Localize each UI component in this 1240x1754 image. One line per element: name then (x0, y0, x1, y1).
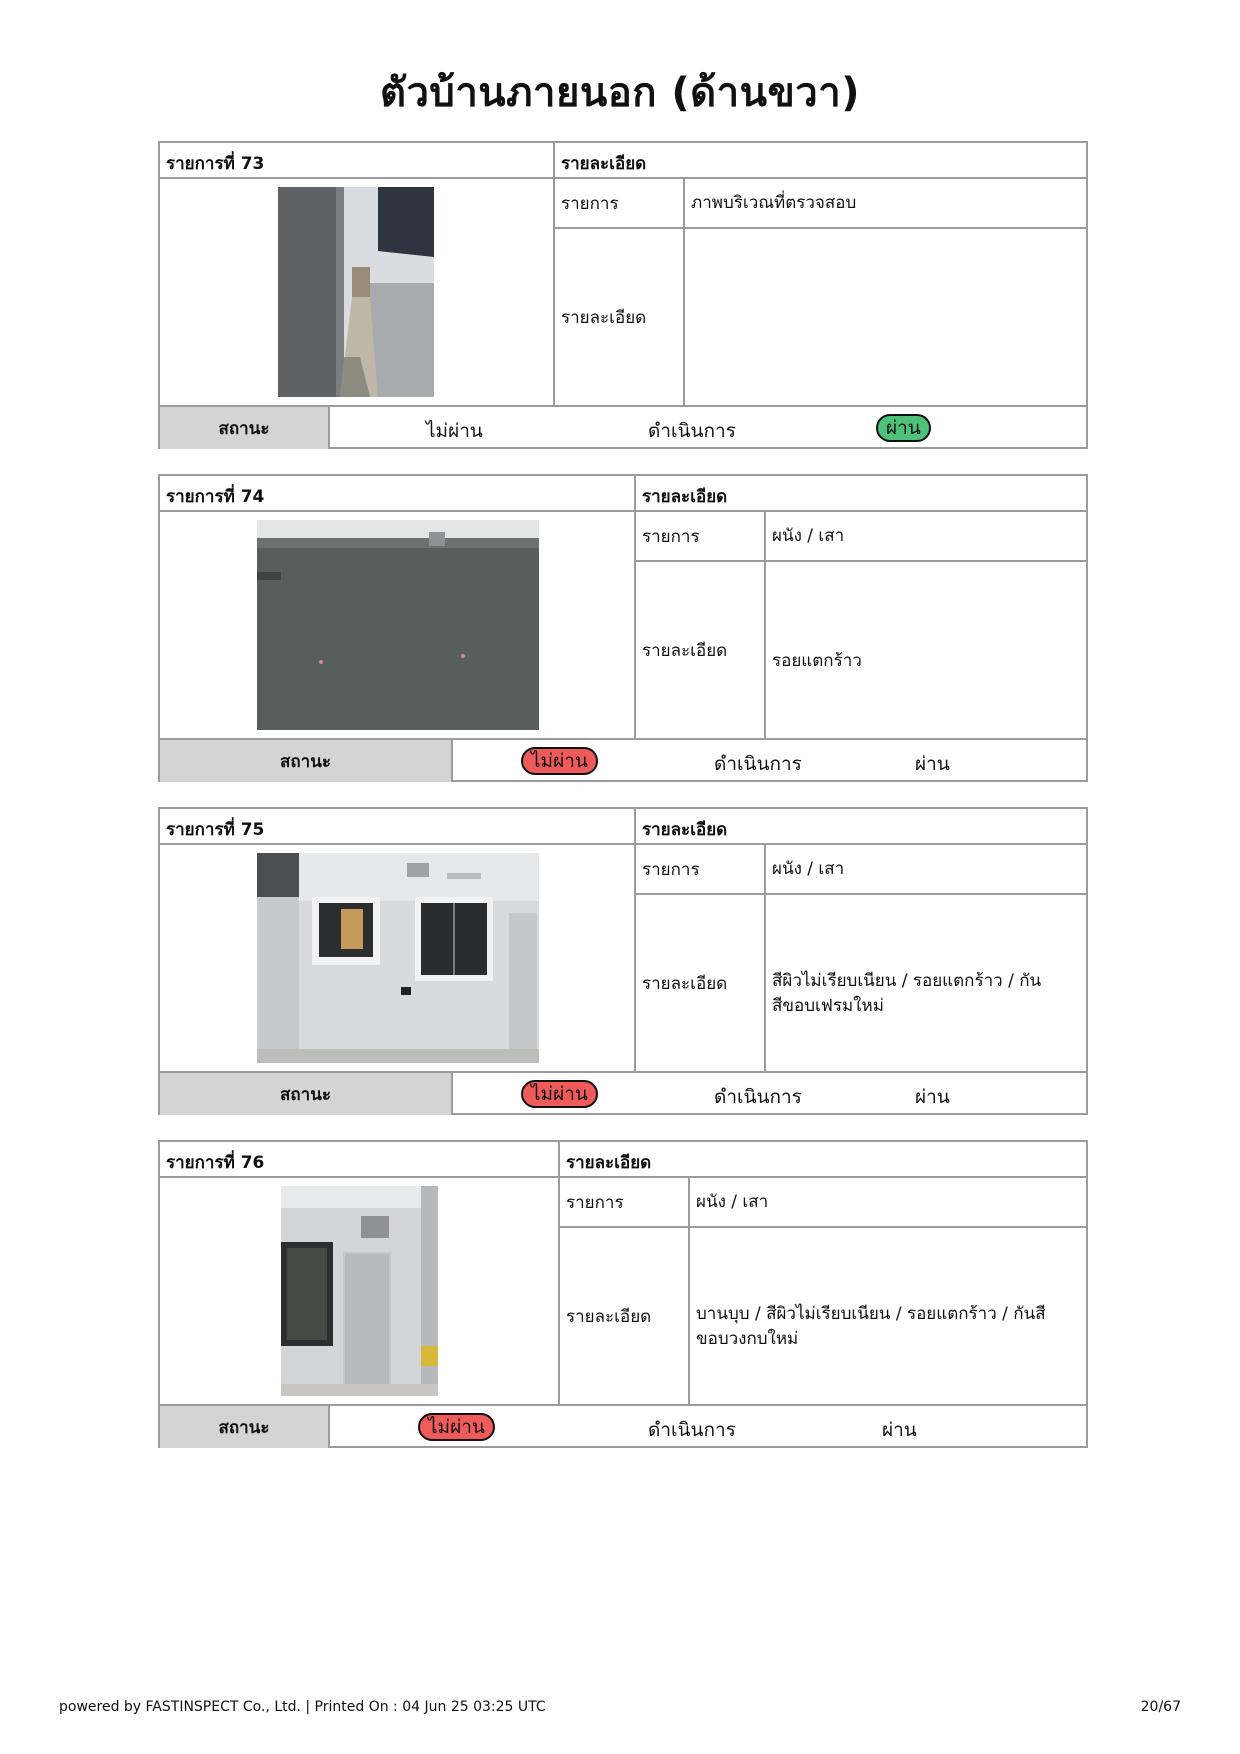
status-option-fail[interactable]: ไม่ผ่าน (418, 1413, 495, 1441)
item-label: รายการ (560, 1178, 690, 1226)
photo-cell (160, 1178, 560, 1404)
detail-header: รายละเอียด (561, 154, 647, 174)
item-title: รายการที่ 74 (160, 476, 636, 510)
item-label: รายการ (636, 845, 766, 893)
status-label: สถานะ (160, 1073, 453, 1115)
detail-value: บานบุบ / สีผิวไม่เรียบเนียน / รอยแตกร้าว / กันสีขอบวงกบใหม่ (696, 1304, 1046, 1349)
detail-label: รายละเอียด (560, 1228, 690, 1404)
item-label: รายการ (636, 512, 766, 560)
status-option-pass[interactable]: ผ่าน (915, 1086, 950, 1108)
detail-header: รายละเอียด (642, 487, 728, 507)
page-number: 20/67 (1140, 1699, 1181, 1715)
inspection-item (158, 141, 1088, 449)
status-label: สถานะ (160, 740, 453, 782)
item-title: รายการที่ 73 (160, 143, 555, 177)
detail-label: รายละเอียด (555, 229, 685, 405)
status-option-fail[interactable]: ไม่ผ่าน (426, 420, 483, 442)
status-option-inprogress[interactable]: ดำเนินการ (714, 1086, 802, 1108)
item-title: รายการที่ 75 (160, 809, 636, 843)
status-options (453, 1073, 1086, 1115)
photo-cell (160, 512, 636, 738)
status-option-inprogress[interactable]: ดำเนินการ (648, 1419, 736, 1441)
status-option-inprogress[interactable]: ดำเนินการ (714, 753, 802, 775)
footer-credit: powered by FASTINSPECT Co., Ltd. | Printed On : 04 Jun 25 03:25 UTC (59, 1699, 546, 1715)
item-value: ภาพบริเวณที่ตรวจสอบ (691, 192, 857, 213)
item-value: ผนัง / เสา (772, 525, 845, 546)
photo-cell (160, 845, 636, 1071)
inspection-item (158, 1140, 1088, 1448)
status-option-fail[interactable]: ไม่ผ่าน (521, 1080, 598, 1108)
detail-value: รอยแตกร้าว (772, 650, 862, 671)
status-option-pass[interactable]: ผ่าน (882, 1419, 917, 1441)
item-value: ผนัง / เสา (772, 858, 845, 879)
detail-label: รายละเอียด (636, 562, 766, 738)
status-option-pass[interactable]: ผ่าน (876, 414, 931, 442)
page-title: ตัวบ้านภายนอก (ด้านขวา) (379, 70, 861, 116)
detail-header: รายละเอียด (566, 1153, 652, 1173)
inspection-item (158, 474, 1088, 782)
item-value: ผนัง / เสา (696, 1191, 769, 1212)
status-label: สถานะ (160, 407, 330, 449)
detail-value (685, 229, 1086, 405)
inspection-item (158, 807, 1088, 1115)
inspection-photo[interactable] (281, 1186, 438, 1396)
status-options (453, 740, 1086, 782)
detail-label: รายละเอียด (636, 895, 766, 1071)
status-options (330, 1406, 1086, 1448)
item-title: รายการที่ 76 (160, 1142, 560, 1176)
item-label: รายการ (555, 179, 685, 227)
status-label: สถานะ (160, 1406, 330, 1448)
inspection-photo[interactable] (257, 520, 539, 730)
inspection-photo[interactable] (278, 187, 434, 397)
detail-header: รายละเอียด (642, 820, 728, 840)
inspection-photo[interactable] (257, 853, 539, 1063)
photo-cell (160, 179, 555, 405)
status-option-inprogress[interactable]: ดำเนินการ (648, 420, 736, 442)
status-options (330, 407, 1086, 449)
status-option-fail[interactable]: ไม่ผ่าน (521, 747, 598, 775)
status-option-pass[interactable]: ผ่าน (915, 753, 950, 775)
detail-value: สีผิวไม่เรียบเนียน / รอยแตกร้าว / กันสีขอบเฟรมใหม่ (772, 971, 1042, 1016)
